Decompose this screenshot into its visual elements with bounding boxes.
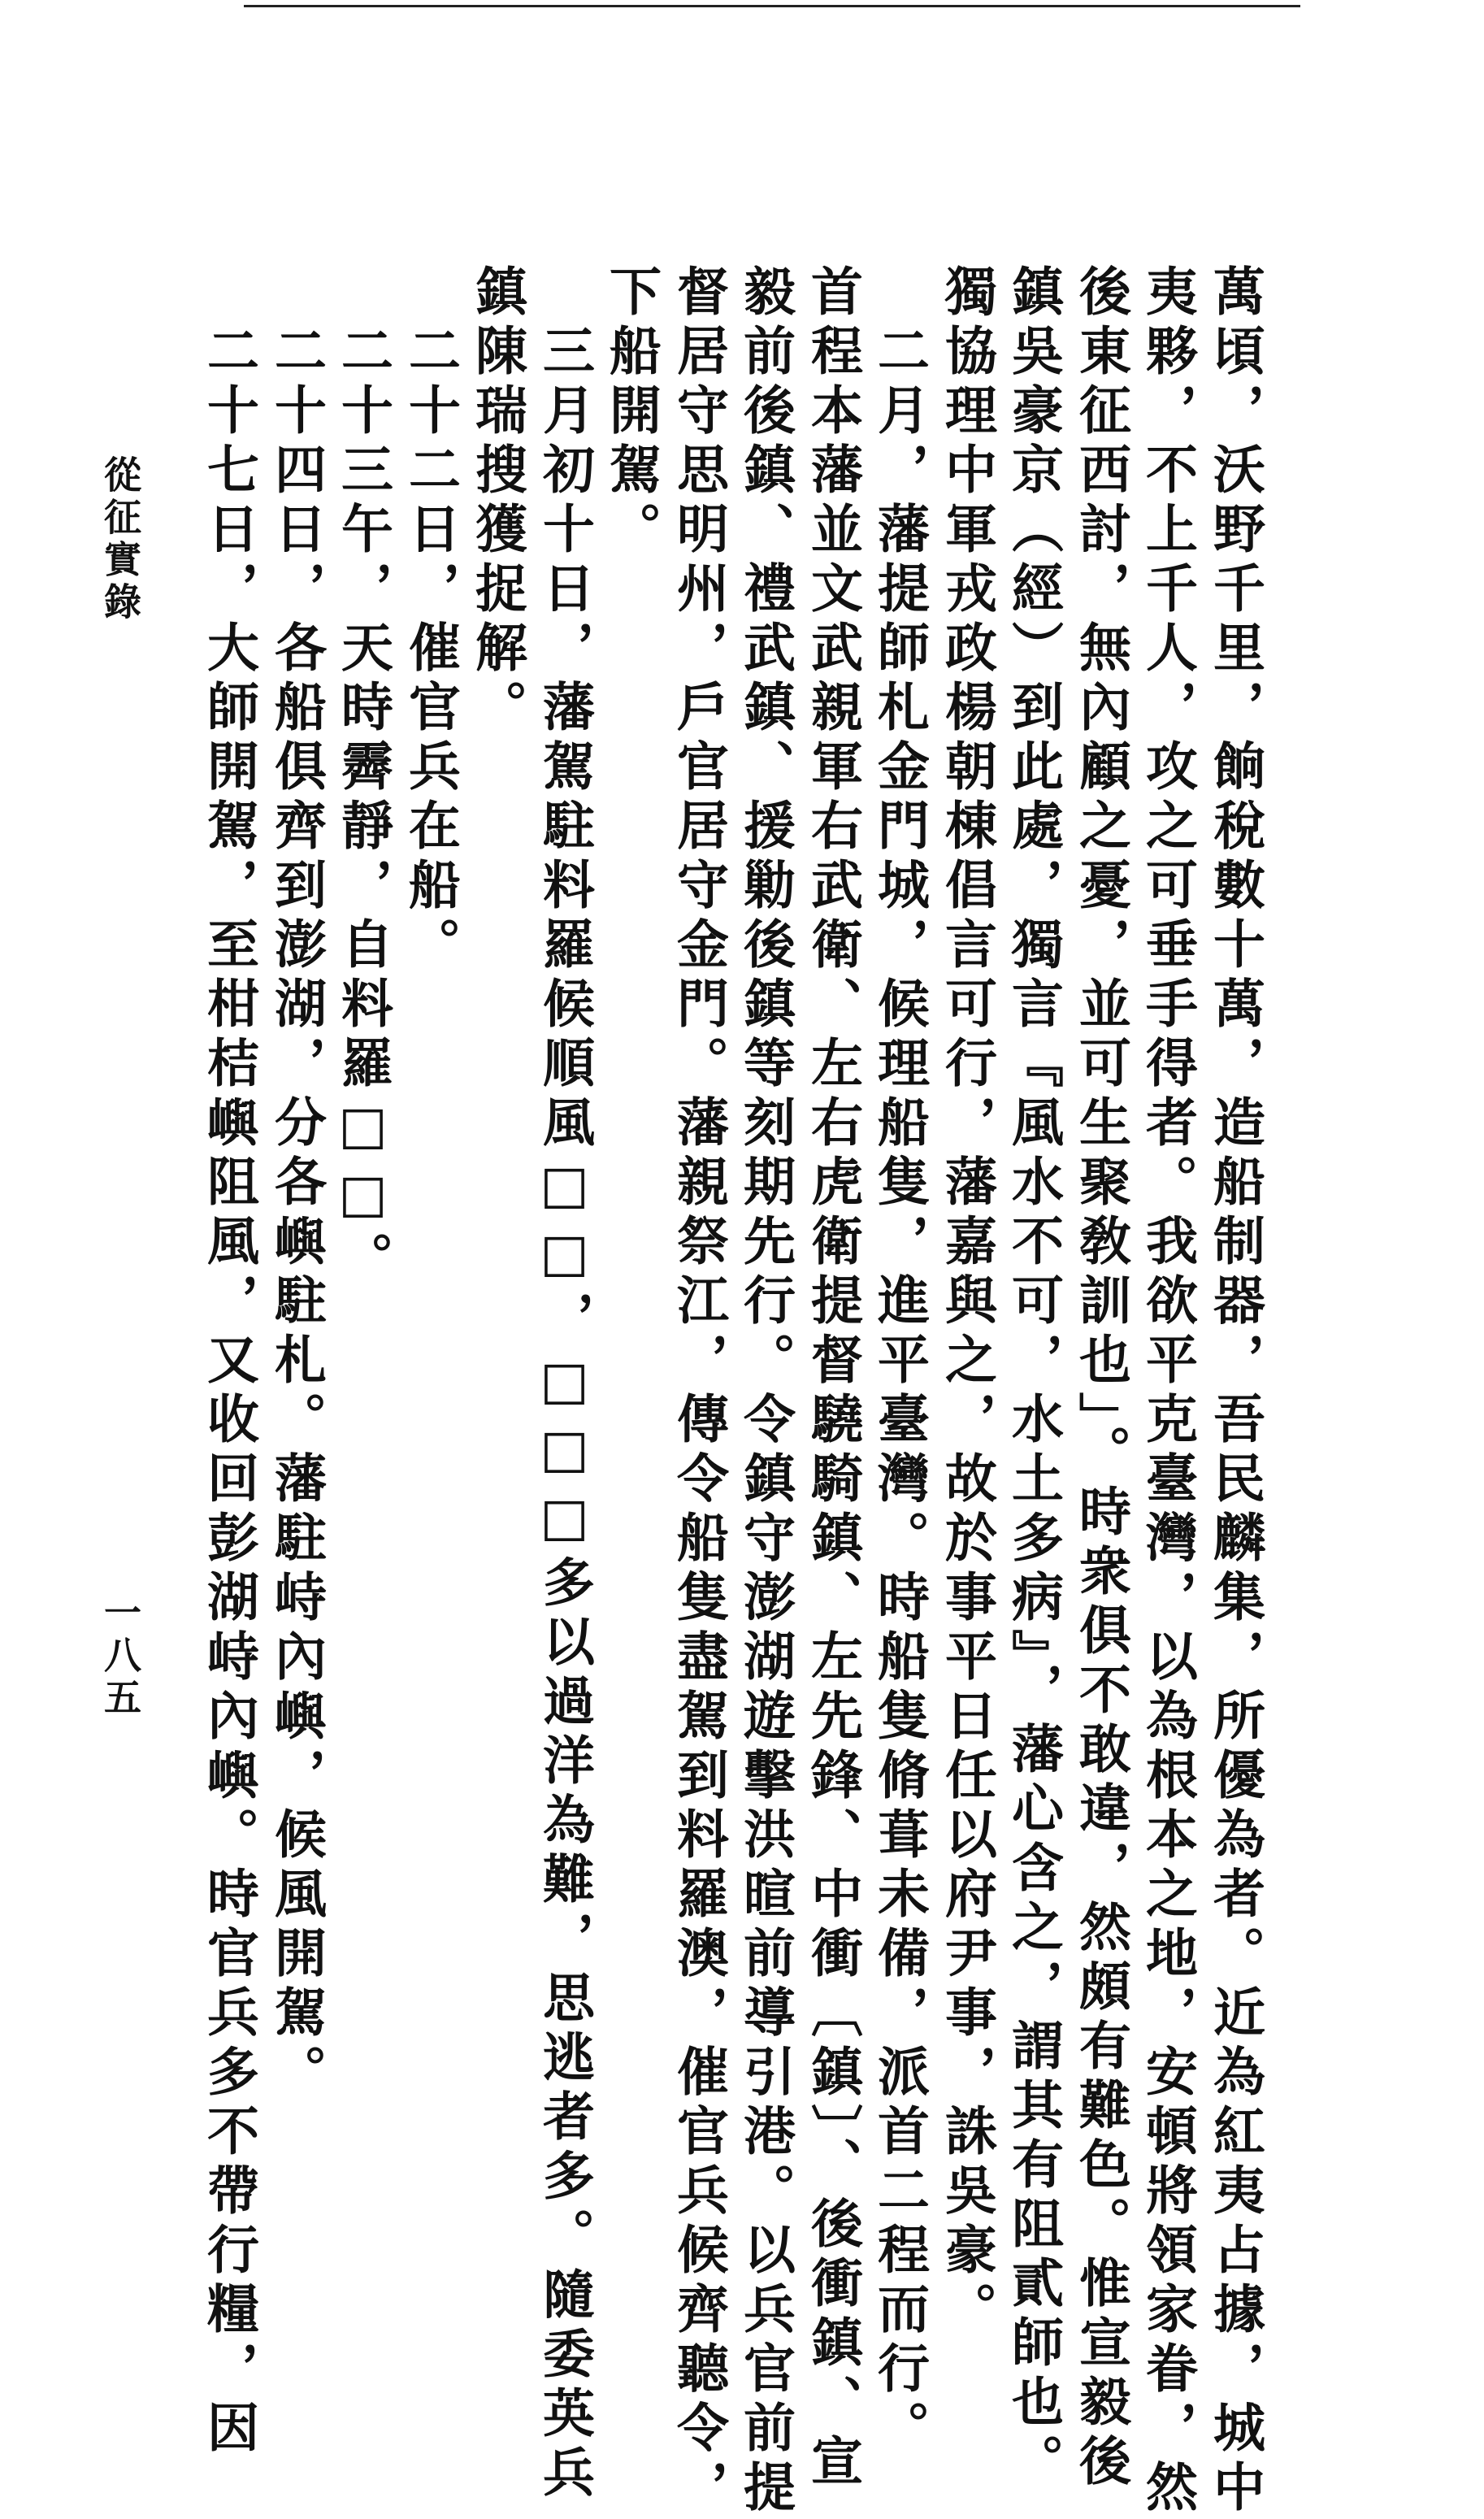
text-line: 二十七日，大師開駕，至柑桔嶼阻風，又收回彭湖峙內嶼。時官兵多不帶行糧，因 <box>198 264 259 2460</box>
text-line: 萬頃，沃野千里，餉稅數十萬，造船制器，吾民麟集，所優為者。近為紅夷占據，城中 <box>1204 264 1265 2519</box>
text-line: 獨協理中軍戎政楊朝棟倡言可行，藩嘉與之，故於事平日任以府尹事，誅吳豪。 <box>936 264 997 2341</box>
text-line: 二十二日，催官兵在船。 <box>400 264 461 976</box>
text-line: 下船開駕。 <box>601 264 662 561</box>
text-line: 鎮陳瑞搜獲捉解。 <box>466 264 527 739</box>
text-line: 首程本藩並文武親軍右武衛、左右虎衛提督驍騎鎮、左先鋒、中衝〔鎮〕、後衝鎮、宣 <box>802 264 863 2493</box>
text-line: 鎮吳豪京（經）到此處，獨言『風水不可，水土多病』，藩心含之，謂其有阻貳師也。 <box>1003 264 1064 2493</box>
text-line: 三月初十日，藩駕駐料羅候順風□□，□□□多以過洋為難，思逃者多。隨委英兵 <box>534 264 595 2504</box>
page-number: 一八五 <box>98 1593 142 1720</box>
text-line: 後東征西討，無內顧之憂，並可生聚敎訓也」。時衆俱不敢違，然頗有難色。惟宣毅後 <box>1070 264 1131 2493</box>
text-line: 二十三午，天時霽靜，自料羅□□。 <box>332 264 393 1291</box>
top-rule <box>244 5 1300 7</box>
text-line: 夷夥，不上千人，攻之可垂手得者。我欲平克臺灣，以為根本之地，安頓將領家眷，然 <box>1137 264 1198 2519</box>
text-line: 二十四日，各船俱齊到澎湖，分各嶼駐札。藩駐峙內嶼，候風開駕。 <box>266 264 327 2104</box>
text-line: 督居守思明州，戶官居守金門。藩親祭江，傳令船隻盡駕到料羅澳，催官兵候齊聽令， <box>668 264 729 2519</box>
running-head: 從征實錄 <box>98 455 142 624</box>
text-line: 毅前後鎮、禮武鎮、援勦後鎮等刻期先行。令鎮守澎湖遊擊洪暄前導引港。以兵官前提 <box>735 264 796 2519</box>
text-line: 二月，藩提師札金門城，候理船隻，進平臺灣。時船隻脩葺未備，派首二程而行。 <box>869 264 930 2460</box>
